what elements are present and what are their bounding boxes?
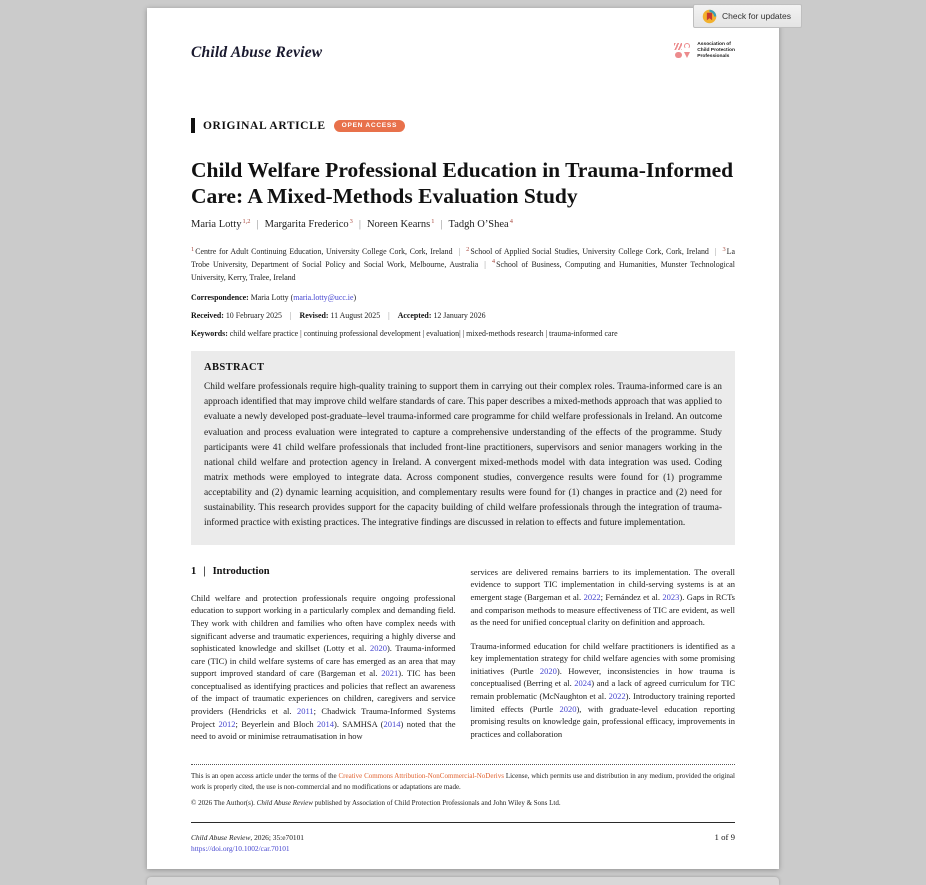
abstract-heading: ABSTRACT (204, 362, 265, 374)
citation-year[interactable]: 2012 (218, 718, 236, 729)
abstract-text: Child welfare professionals require high-quality training to support them in carrying out their complex roles. Trauma-informed care is an approach identified that may improve child welfare standards of care. This paper describes a mixed-methods approach that was applied to evaluate a newly developed post-graduate–level trauma-informed care programme for child welfare professionals in Ireland. An outcome evaluation and process evaluation were integrated to capture a comprehensive understanding of the effects of the programme. Study participants were 41 child welfare professionals that included front-line practitioners, supervisors and senior managers working in the national child welfare and protection agency in Ireland. A convergent mixed-methods model with data integration was used. Coding matrix methods were employed to integrate data. Across component studies, convergence results were found for (1) programme acceptability and (2) dynamic learning acquisition, and complementary results were found for (1) changes in practice and (2) need for sustainability. This research provides support for the capacity building of child welfare professionals through the integration of trauma-informed practice with existing practices. The integrative findings are discussed in relation to effects and future implementation. (204, 382, 722, 528)
citation-year[interactable]: 2014 (316, 718, 334, 729)
received-date: 10 February 2025 (225, 311, 282, 321)
crossmark-icon (702, 9, 717, 24)
footer-row (191, 832, 735, 854)
license-note: This is an open access article under the terms of the Creative Commons Attribution-NonCommercial-NoDerivs License, which permits use and distribution in any medium, provided the original work is properly cited, the use is non-commercial and no modifications or adaptations are made. (191, 771, 735, 791)
article-type-row (191, 118, 735, 133)
author-separator: | (440, 219, 443, 231)
page-number: 1 of 9 (714, 832, 735, 843)
abstract-panel (191, 351, 735, 544)
affiliation-separator: | (458, 247, 461, 257)
authors-line (191, 219, 735, 230)
citation-year[interactable]: 2014 (383, 718, 401, 729)
keywords-line (191, 329, 735, 338)
intro-paragraph-2: services are delivered remains barriers to its implementation. The overall evidence to support TIC implementation in child-serving systems is at an emergent stage (Bargeman et al. 2022; Fernández et al. 2023). Gaps in RCTs and comparison methods to measure effectiveness of TIC are evident, as well as the need for unified conceptual clarity on definition and approach. (470, 566, 735, 628)
check-for-updates-label: Check for updates (722, 11, 791, 21)
section-heading-intro: 1 | Introduction (191, 565, 270, 577)
acpp-logo-text: Association of Child Protection Professionals (697, 42, 735, 60)
cc-license-link[interactable]: Creative Commons Attribution-NonCommercial-NoDerivs (338, 771, 504, 780)
masthead (191, 44, 735, 62)
citation-year[interactable]: 2021 (381, 668, 399, 679)
footer-rule (191, 822, 735, 823)
keywords-label: Keywords: (191, 329, 228, 339)
author-affiliation-superscript: 4 (509, 217, 513, 225)
revised-date: 11 August 2025 (330, 311, 381, 321)
received-label: Received: (191, 311, 224, 321)
copyright-journal-name: Child Abuse Review (256, 799, 313, 808)
affiliations (191, 246, 735, 284)
dates-line: Received: 10 February 2025 | Revised: 11 August 2025 | Accepted: 12 January 2026 (191, 311, 486, 321)
article-title: Child Welfare Professional Education in Trauma-Informed Care: A Mixed-Methods Evaluation Study (191, 158, 734, 209)
affiliation-text: La Trobe University, Department of Social Policy and Social Work, Melbourne, Australia (191, 247, 735, 270)
author-separator: | (256, 219, 259, 231)
accepted-date: 12 January 2026 (433, 311, 486, 321)
correspondence-label: Correspondence: (191, 293, 249, 303)
right-column (471, 566, 736, 754)
correspondence-email-link[interactable]: maria.lotty@ucc.ie (293, 293, 354, 303)
affiliation-superscript: 3 (722, 245, 726, 253)
journal-citation: Child Abuse Review, 2026; 35:e70101 https://doi.org/10.1002/car.70101 (191, 833, 304, 854)
affiliation-superscript: 2 (466, 245, 470, 253)
author-name: Margarita Frederico (264, 219, 349, 231)
citation-year[interactable]: 2020 (559, 703, 577, 714)
author-affiliation-superscript: 1 (431, 217, 435, 225)
article-type-label: ORIGINAL ARTICLE (203, 119, 326, 132)
acpp-logo (674, 42, 735, 60)
citation-year[interactable]: 2011 (296, 706, 314, 717)
acpp-logo-icon (674, 43, 693, 60)
author-separator: | (358, 219, 361, 231)
intro-paragraph-1: Child welfare and protection professionals require ongoing professional education to support working in a particularly complex and demanding field. They work with children and families who often have complex needs with significant adverse and traumatic experiences, requiring a highly diverse and sophisticated knowledge and skillset (Lotty et al. 2020). Trauma-informed care (TIC) in child welfare systems of care has emerged as an area that may support improved standard of care (Bargeman et al. 2021). TIC has been conceptualised as identifying practices and policies that reflect an awareness of the impact of traumatic experiences on children, caregivers and service providers (Hendricks et al. 2011; Chadwick Trauma-Informed Systems Project 2012; Beyerlein and Bloch 2014). SAMHSA (2014) noted that the need to avoid or minimise retraumatisation in how (191, 592, 456, 742)
author-name: Noreen Kearns (366, 219, 431, 231)
citation-journal-name: Child Abuse Review (191, 833, 251, 843)
copyright-line: © 2026 The Author(s). Child Abuse Review published by Association of Child Protection Professionals and John Wiley & Sons Ltd. (191, 799, 561, 808)
citation-year[interactable]: 2024 (574, 678, 592, 689)
citation-year[interactable]: 2022 (608, 691, 626, 702)
author-affiliation-superscript: 3 (349, 217, 353, 225)
affiliation-text: School of Business, Computing and Humanities, Munster Technological University, Kerry, Tralee, Ireland (191, 260, 736, 282)
revised-label: Revised: (299, 311, 329, 321)
keywords-text: child welfare practice | continuing professional development | evaluation| | mixed-methods research | trauma-informed care (227, 329, 618, 339)
open-access-badge: OPEN ACCESS (334, 120, 405, 132)
body-columns (191, 566, 735, 754)
citation-year[interactable]: 2020 (539, 665, 557, 676)
check-for-updates-button[interactable] (693, 4, 802, 28)
citation-year[interactable]: 2020 (369, 643, 387, 654)
accepted-label: Accepted: (397, 311, 432, 321)
citation-year[interactable]: 2022 (583, 591, 601, 602)
affiliation-text: School of Applied Social Studies, University College Cork, Cork, Ireland (470, 247, 709, 257)
affiliation-separator: | (484, 260, 486, 270)
affiliation-superscript: 4 (491, 258, 496, 266)
citation-year[interactable]: 2023 (662, 591, 680, 602)
article-type-bar (191, 118, 195, 133)
next-page-edge (147, 877, 779, 885)
author-name: Maria Lotty (191, 219, 242, 231)
affiliation-superscript: 1 (191, 245, 195, 253)
doi-link[interactable]: https://doi.org/10.1002/car.70101 (191, 844, 290, 854)
intro-paragraph-3: Trauma-informed education for child welfare practitioners is identified as a key implementation strategy for child welfare agencies with some promising initiatives (Purtle 2020). However, inconsistencies in how trauma is conceptualised (Berring et al. 2024) and a lack of agreed curriculum for TIC remain problematic (McNaughton et al. 2022). Introductory training reported limited effects (Purtle 2020), with graduate-level education reporting promising results on knowledge gain, professional efficacy, improvements in practices and collaboration (470, 640, 736, 739)
journal-masthead: Child Abuse Review (191, 44, 323, 61)
left-column (191, 566, 456, 754)
author-name: Tadgh O’Shea (448, 219, 509, 231)
affiliation-separator: | (714, 247, 717, 257)
article-page (147, 8, 791, 869)
correspondence-line: Correspondence: Maria Lotty (maria.lotty@ucc.ie) (191, 293, 357, 303)
dotted-divider (191, 764, 735, 765)
affiliation-text: Centre for Adult Continuing Education, University College Cork, Cork, Ireland (195, 247, 453, 257)
author-affiliation-superscript: 1,2 (242, 217, 251, 225)
